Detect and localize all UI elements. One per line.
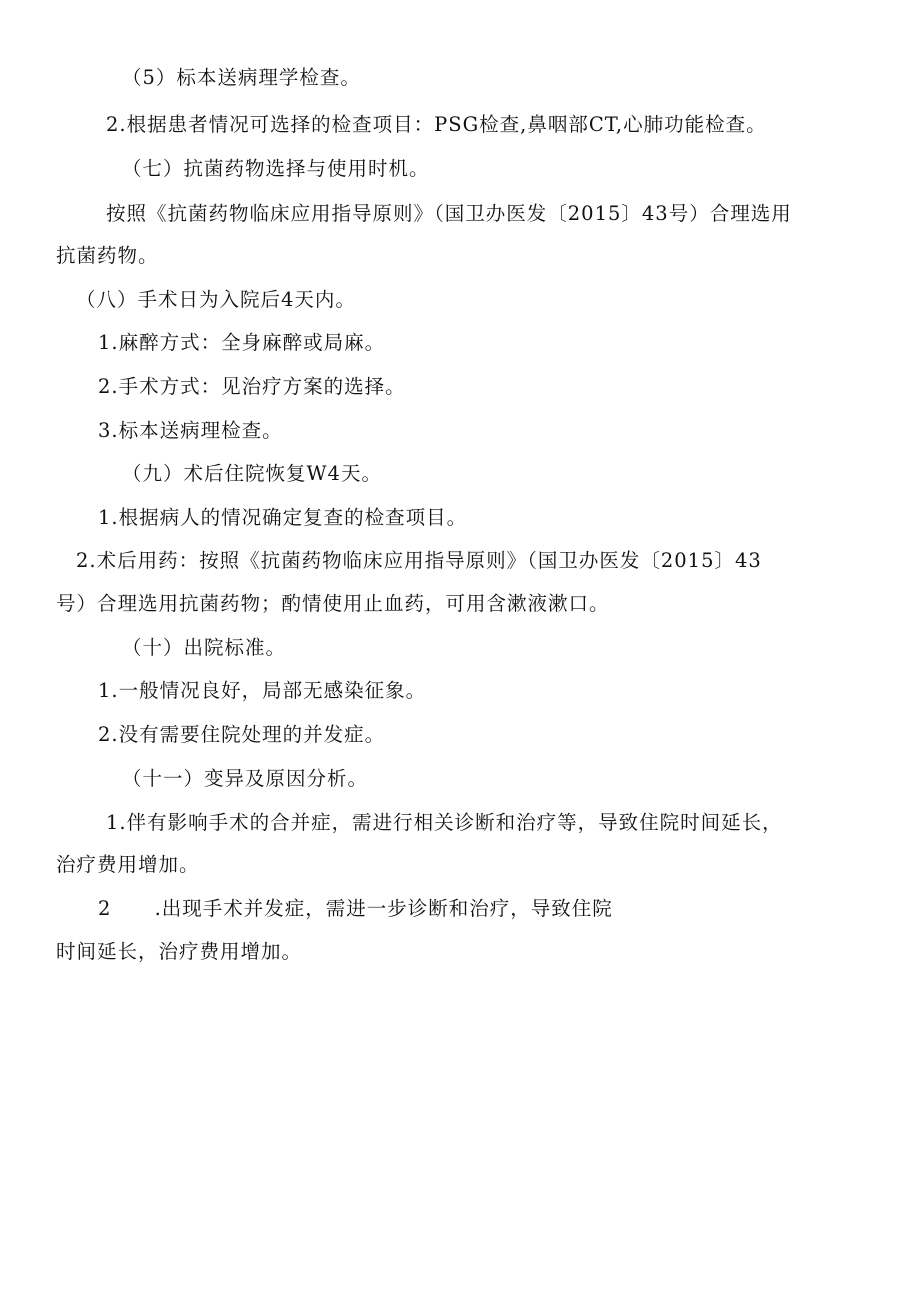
paragraph-line: 2.根据患者情况可选择的检查项目：PSG检查,鼻咽部CT,心肺功能检查。 [106, 113, 767, 136]
section-heading: （九）术后住院恢复W4天。 [122, 462, 382, 485]
paragraph-line: 抗菌药物。 [56, 244, 159, 267]
list-item: 3.标本送病理检查。 [98, 419, 283, 442]
list-item: 2 .出现手术并发症，需进一步诊断和治疗，导致住院 [98, 897, 613, 920]
list-item: 1.根据病人的情况确定复查的检查项目。 [98, 506, 468, 529]
list-item: 1.一般情况良好，局部无感染征象。 [98, 679, 427, 702]
list-item: 2.术后用药：按照《抗菌药物临床应用指导原则》（国卫办医发〔2015〕43 [76, 549, 762, 572]
list-item: 1.伴有影响手术的合并症，需进行相关诊断和治疗等，导致住院时间延长， [106, 811, 783, 834]
paragraph-line: （5）标本送病理学检查。 [122, 66, 361, 89]
list-item: 2.没有需要住院处理的并发症。 [98, 723, 386, 746]
section-heading: （八）手术日为入院后4天内。 [76, 288, 356, 311]
list-item: 2.手术方式：见治疗方案的选择。 [98, 375, 406, 398]
section-heading: （十）出院标准。 [122, 636, 287, 659]
section-heading: （七）抗菌药物选择与使用时机。 [122, 157, 430, 180]
paragraph-line: 按照《抗菌药物临床应用指导原则》（国卫办医发〔2015〕43号）合理选用 [106, 202, 792, 225]
section-heading: （十一）变异及原因分析。 [122, 767, 369, 790]
paragraph-line: 时间延长，治疗费用增加。 [56, 940, 303, 963]
paragraph-line: 号）合理选用抗菌药物；酌情使用止血药，可用含漱液漱口。 [56, 592, 610, 615]
paragraph-line: 治疗费用增加。 [56, 853, 200, 876]
list-item: 1.麻醉方式：全身麻醉或局麻。 [98, 331, 386, 354]
